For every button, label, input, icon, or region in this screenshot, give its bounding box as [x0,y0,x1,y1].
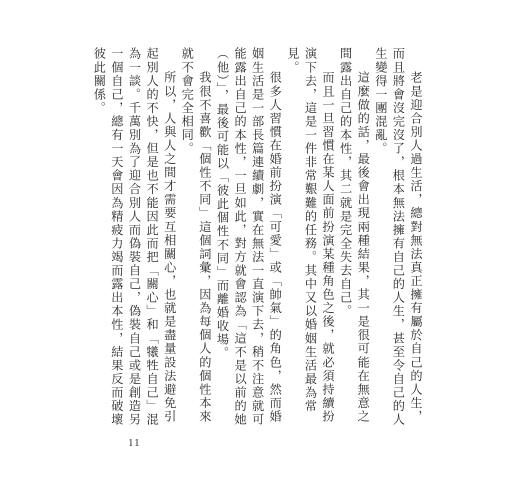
page-number: 11 [128,437,141,449]
paragraph: 所以，人與人之間才需要互相關心，也就是盡量設法避免引起別人的不快，但是也不能因此而把「關心」和「犧牲自己」混為一談。千萬別為了迎合別人而偽裝自己，偽裝自己或是創造另一個自己，總有一天會因為精疲力竭而露出本性，結果反而破壞彼此關係。 [92,47,177,427]
paragraph: 這麼做的話，最後會出現兩種結果，其一是很可能在無意之間露出自己的本性，其二就是完全失去自己。 [338,47,371,424]
vertical-text-body [92,47,424,427]
paragraph: 老是迎合別人過生活，總對無法真正擁有屬於自己的人生，而且將會沒完沒了，根本無法擁有自己的人生，甚至令自己的人生變得一團混亂。 [373,47,423,427]
paragraph: 我很不喜歡「個性不同」這個詞彙，因為每個人的個性本來就不會完全相同。 [180,47,212,424]
paragraph: 而且一旦習慣在某人面前扮演某種角色之後，就必須持續扮演下去，這是一件非常艱難的任務。其中又以婚姻生活最為常見。 [285,47,336,424]
paragraph: 很多人習慣在婚前扮演「可愛」或「帥氣」的角色，然而婚姻生活是一部長篇連續劇，實在無法一直演下去，稍不注意就可能露出自己的本性，一旦如此，對方就會認為「這不是以前的她（他）」，最後可能以「彼此個性不同」而離婚收場。 [215,47,283,427]
